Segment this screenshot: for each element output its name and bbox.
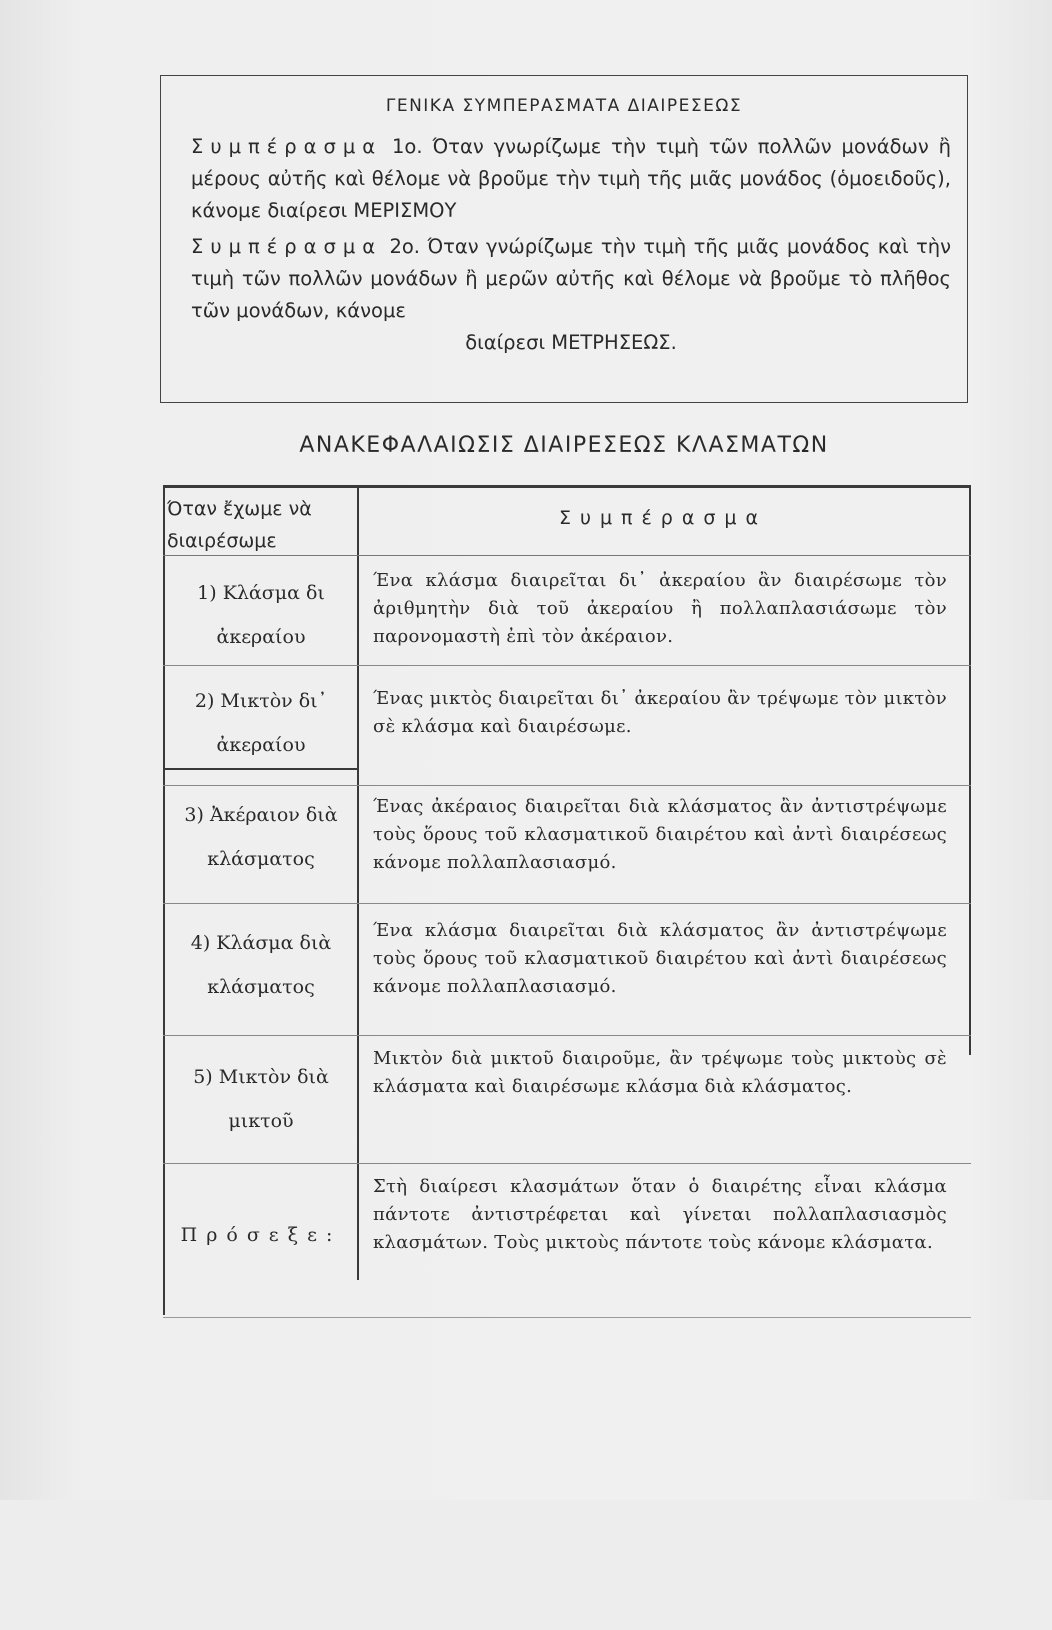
conclusion-2-last-line: διαίρεσι ΜΕΤΡΗΣΕΩΣ.	[465, 331, 677, 354]
note-label: Πρόσεξε:	[180, 1224, 342, 1246]
conclusion-1	[191, 131, 951, 227]
conclusion-1-number: 1ο.	[392, 135, 423, 158]
general-conclusions-title: ΓΕΝΙΚΑ ΣΥΜΠΕΡΑΣΜΑΤΑ ΔΙΑΙΡΕΣΕΩΣ	[385, 96, 743, 116]
conclusion-2	[191, 231, 951, 359]
row-rule-5	[163, 1163, 971, 1164]
row-rule-2	[163, 785, 971, 786]
row-3-conclusion: Ένας ἀκέραιος διαιρεῖται διὰ κλάσματος ἂν ἀντιστρέψωμε τοὺς ὅρους τοῦ κλασματικοῦ διαιρέτου καὶ ἀντὶ διαιρέσεως κάνομε πολλαπλασιασμό.	[373, 796, 947, 873]
recap-table	[163, 485, 971, 1630]
row-2-conclusion: Ένας μικτὸς διαιρεῖται δι᾽ ἀκεραίου ἂν τρέψωμε τὸν μικτὸν σὲ κλάσμα καὶ διαιρέσωμε.	[373, 688, 947, 737]
row-4-conclusion: Ένα κλάσμα διαιρεῖται διὰ κλάσματος ἂν ἀντιστρέψωμε τοὺς ὅρους τοῦ κλασματικοῦ διαιρέτου καὶ ἀντὶ διαιρέσεως κάνομε πολλαπλασιασμό.	[373, 920, 947, 997]
note-conclusion: Στὴ διαίρεσι κλασμάτων ὅταν ὁ διαιρέτης εἶναι κλάσμα πάντοτε ἀντιστρέφεται καὶ γίνεται πολλαπλασιασμὸς κλασμάτων. Τοὺς μικτοὺς πάντοτε τοὺς κάνομε κλάσματα.	[373, 1176, 947, 1253]
row-5-case: 5) Μικτὸν διὰ μικτοῦ	[193, 1066, 329, 1132]
conclusion-2-number: 2ο.	[389, 235, 421, 258]
recap-title: ΑΝΑΚΕΦΑΛΑΙΩΣΙΣ ΔΙΑΙΡΕΣΕΩΣ ΚΛΑΣΜΑΤΩΝ	[299, 433, 829, 458]
header-conclusion: Συμπέρασμα	[558, 507, 768, 529]
row-3-case: 3) Ἀκέραιον διὰ κλάσματος	[184, 804, 338, 870]
conclusion-1-text: Όταν γνωρίζωμε τὴν τιμὴ τῶν πολλῶν μονάδων ἢ μέρους αὐτῆς καὶ θέλομε νὰ βροῦμε τὴν τιμὴ τῆς μιᾶς μονάδος (ὁμοειδοῦς), κάνομε διαίρεσι ΜΕΡΙΣΜΟΥ	[191, 135, 951, 222]
conclusion-2-label: Συμπέρασμα	[191, 235, 383, 258]
table-right-rule	[969, 485, 971, 1055]
row-rule-4	[163, 1035, 971, 1036]
header-when-we-have: Όταν ἔχωμε νὰ διαιρέσωμε	[167, 498, 312, 552]
table-top-rule	[163, 485, 971, 488]
conclusion-2-text: Όταν γνώρίζωμε τὴν τιμὴ τῆς μιᾶς μονάδος καὶ τὴν τιμὴ τῶν πολλῶν μονάδων ἢ μερῶν αὐτῆς καὶ θέλομε νὰ βροῦμε τὸ πλῆθος τῶν μονάδων, κάνομε	[191, 235, 951, 322]
table-bottom-rule	[163, 1317, 971, 1318]
general-conclusions-box	[160, 75, 968, 403]
header-rule	[163, 555, 971, 556]
row-rule-left-3	[163, 768, 359, 770]
row-5-conclusion: Μικτὸν διὰ μικτοῦ διαιροῦμε, ἂν τρέψωμε τοὺς μικτοὺς σὲ κλάσματα καὶ διαιρέσωμε κλάσμα διὰ κλάσματος.	[373, 1048, 947, 1097]
row-1-case: 1) Κλάσμα δι ἀκεραίου	[197, 582, 325, 648]
conclusion-1-label: Συμπέρασμα	[191, 135, 383, 158]
row-rule-1	[163, 665, 971, 666]
row-4-case: 4) Κλάσμα διὰ κλάσματος	[190, 932, 332, 998]
row-1-conclusion: Ένα κλάσμα διαιρεῖται δι᾽ ἀκεραίου ἂν διαιρέσωμε τὸν ἀριθμητὴν διὰ τοῦ ἀκεραίου ἢ πολλαπλασιάσωμε τὸν παρονομαστὴ ἐπὶ τὸν ἀκέραιον.	[373, 570, 947, 647]
row-rule-3	[163, 903, 971, 904]
row-2-case: 2) Μικτὸν δι᾽ ἀκεραίου	[194, 690, 328, 756]
